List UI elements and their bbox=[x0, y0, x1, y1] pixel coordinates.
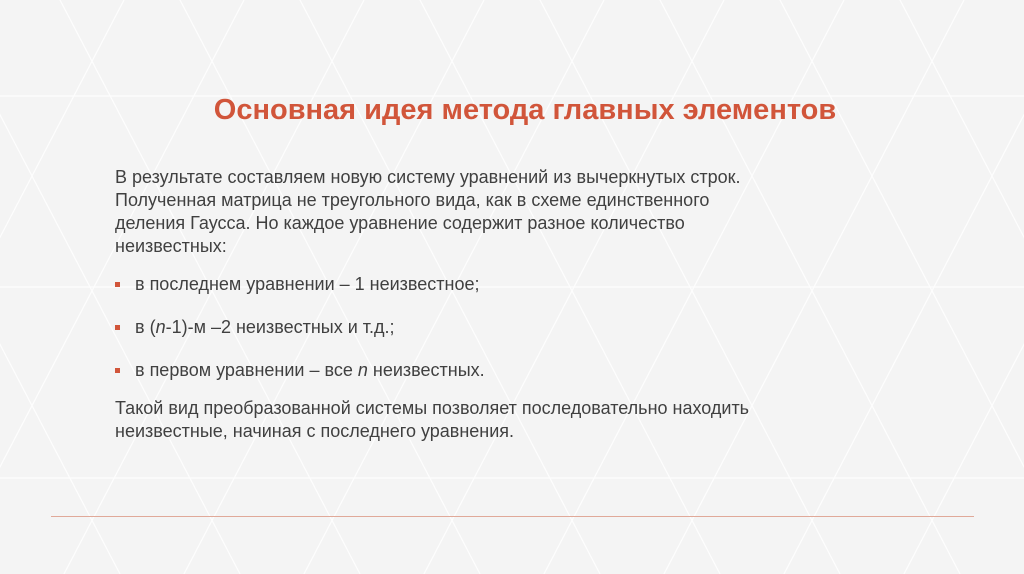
intro-line: В результате составляем новую систему уравнений из вычеркнутых строк. bbox=[115, 167, 741, 187]
bullet-text: в последнем уравнении – 1 неизвестное; bbox=[135, 274, 480, 294]
intro-line: деления Гаусса. Но каждое уравнение содержит разное количество bbox=[115, 213, 685, 233]
intro-line: Полученная матрица не треугольного вида, как в схеме единственного bbox=[115, 190, 710, 210]
bullet-text: в первом уравнении – все bbox=[135, 360, 358, 380]
closing-paragraph bbox=[115, 397, 905, 443]
closing-line: Такой вид преобразованной системы позволяет последовательно находить bbox=[115, 398, 750, 418]
bullet-item bbox=[115, 316, 905, 339]
slide-title: Основная идея метода главных элементов bbox=[213, 94, 837, 126]
intro-paragraph bbox=[115, 166, 905, 258]
footer-divider bbox=[51, 516, 974, 517]
bullet-text: -1)-м –2 неизвестных и т.д.; bbox=[165, 317, 395, 337]
square-bullet-icon bbox=[115, 282, 120, 287]
slide-body bbox=[115, 166, 905, 443]
bullet-text: в ( bbox=[135, 317, 156, 337]
bullet-list bbox=[115, 273, 905, 382]
square-bullet-icon bbox=[115, 325, 120, 330]
square-bullet-icon bbox=[115, 368, 120, 373]
bullet-item bbox=[115, 273, 905, 296]
variable-n: n bbox=[357, 360, 368, 380]
bullet-item bbox=[115, 359, 905, 382]
bullet-text: неизвестных. bbox=[367, 360, 485, 380]
variable-n: n bbox=[155, 317, 166, 337]
closing-line: неизвестные, начиная с последнего уравнения. bbox=[115, 421, 515, 441]
intro-line: неизвестных: bbox=[115, 236, 227, 256]
